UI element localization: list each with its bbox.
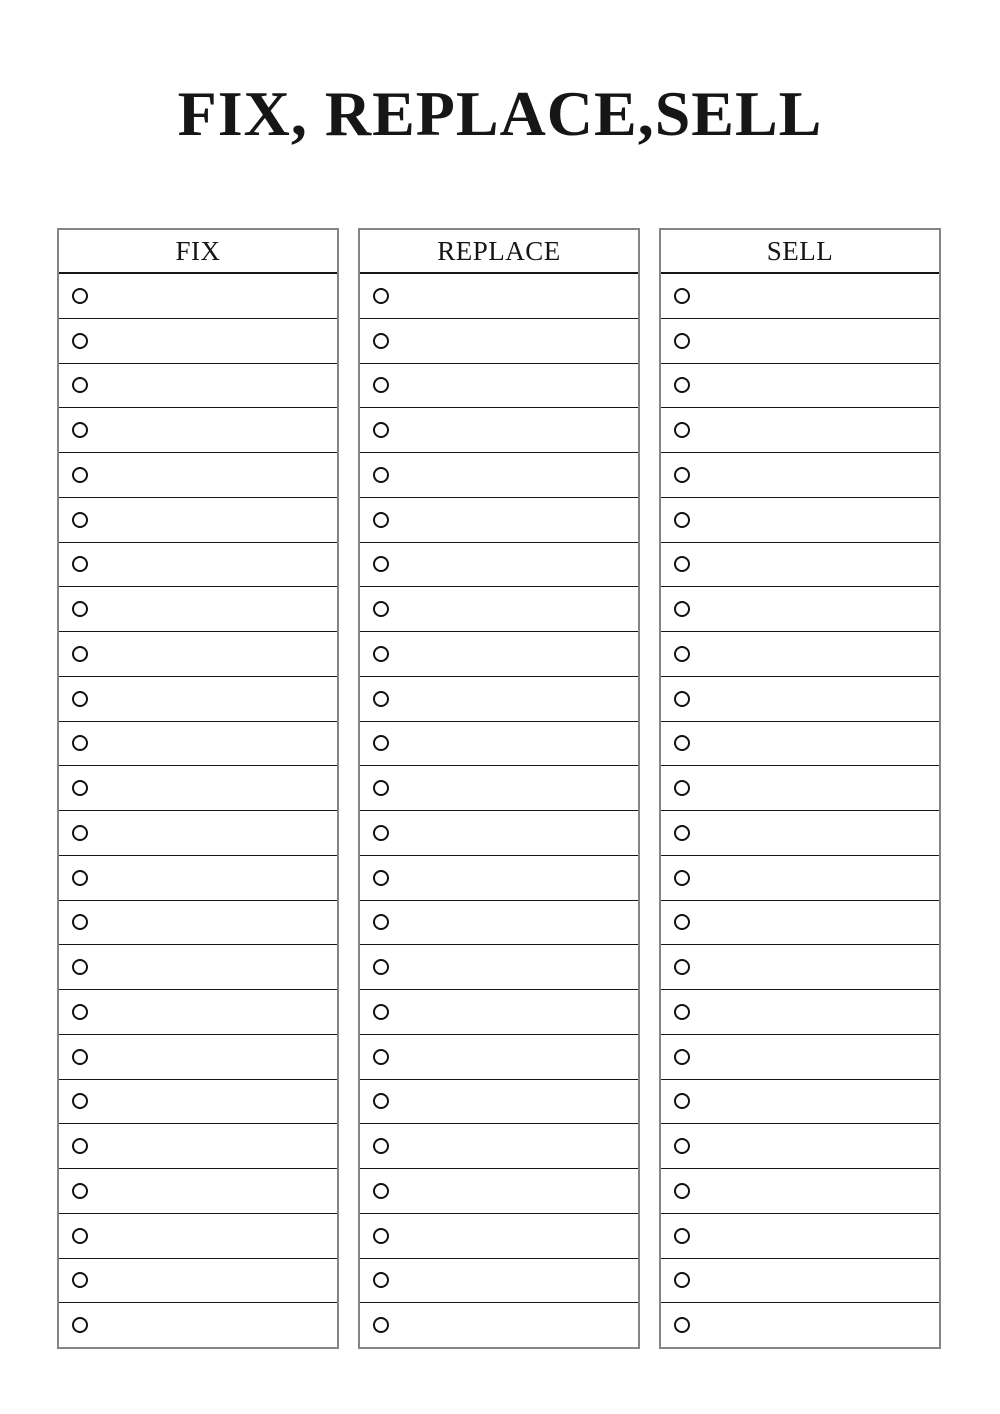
checklist-row[interactable] <box>59 945 337 990</box>
circle-outline-icon[interactable] <box>674 422 690 438</box>
circle-outline-icon[interactable] <box>72 1004 88 1020</box>
circle-outline-icon[interactable] <box>674 377 690 393</box>
checklist-row[interactable] <box>661 1214 939 1259</box>
column-replace <box>358 228 640 1349</box>
circle-outline-icon[interactable] <box>373 825 389 841</box>
circle-outline-icon[interactable] <box>72 1228 88 1244</box>
checklist-row[interactable] <box>360 722 638 767</box>
checklist-row[interactable] <box>59 274 337 319</box>
circle-outline-icon[interactable] <box>674 780 690 796</box>
checklist-row[interactable] <box>360 990 638 1035</box>
circle-outline-icon[interactable] <box>373 467 389 483</box>
circle-outline-icon[interactable] <box>674 601 690 617</box>
column-fix <box>57 228 339 1349</box>
circle-outline-icon[interactable] <box>72 691 88 707</box>
checklist-row[interactable] <box>59 408 337 453</box>
circle-outline-icon[interactable] <box>373 1183 389 1199</box>
checklist-row[interactable] <box>59 587 337 632</box>
checklist-row[interactable] <box>360 453 638 498</box>
checklist-row[interactable] <box>661 811 939 856</box>
checklist-row[interactable] <box>661 632 939 677</box>
circle-outline-icon[interactable] <box>373 870 389 886</box>
checklist-row[interactable] <box>661 364 939 409</box>
circle-outline-icon[interactable] <box>674 512 690 528</box>
circle-outline-icon[interactable] <box>373 959 389 975</box>
column-header-sell: SELL <box>661 230 939 274</box>
circle-outline-icon[interactable] <box>373 556 389 572</box>
checklist-row[interactable] <box>59 453 337 498</box>
column-header-replace: REPLACE <box>360 230 638 274</box>
checklist-row[interactable] <box>360 408 638 453</box>
checklist-row[interactable] <box>661 408 939 453</box>
checklist-row[interactable] <box>59 901 337 946</box>
checklist-row[interactable] <box>360 632 638 677</box>
circle-outline-icon[interactable] <box>674 1049 690 1065</box>
circle-outline-icon[interactable] <box>674 825 690 841</box>
checklist-row[interactable] <box>661 990 939 1035</box>
circle-outline-icon[interactable] <box>72 914 88 930</box>
checklist-row[interactable] <box>661 1080 939 1125</box>
circle-outline-icon[interactable] <box>674 333 690 349</box>
circle-outline-icon[interactable] <box>72 1138 88 1154</box>
column-rows-replace <box>360 274 638 1347</box>
checklist-row[interactable] <box>59 632 337 677</box>
checklist-row[interactable] <box>59 811 337 856</box>
circle-outline-icon[interactable] <box>373 512 389 528</box>
checklist-row[interactable] <box>661 901 939 946</box>
checklist-row[interactable] <box>661 766 939 811</box>
circle-outline-icon[interactable] <box>72 780 88 796</box>
checklist-row[interactable] <box>661 856 939 901</box>
circle-outline-icon[interactable] <box>72 1183 88 1199</box>
checklist-row[interactable] <box>661 1035 939 1080</box>
checklist-columns <box>57 228 941 1349</box>
circle-outline-icon[interactable] <box>72 333 88 349</box>
checklist-row[interactable] <box>59 1035 337 1080</box>
column-header-fix: FIX <box>59 230 337 274</box>
circle-outline-icon[interactable] <box>674 1317 690 1333</box>
circle-outline-icon[interactable] <box>72 422 88 438</box>
checklist-row[interactable] <box>59 856 337 901</box>
circle-outline-icon[interactable] <box>72 646 88 662</box>
circle-outline-icon[interactable] <box>72 1272 88 1288</box>
circle-outline-icon[interactable] <box>72 288 88 304</box>
circle-outline-icon[interactable] <box>373 1138 389 1154</box>
checklist-row[interactable] <box>360 274 638 319</box>
circle-outline-icon[interactable] <box>72 512 88 528</box>
circle-outline-icon[interactable] <box>72 556 88 572</box>
checklist-row[interactable] <box>661 1169 939 1214</box>
checklist-row[interactable] <box>360 901 638 946</box>
checklist-row[interactable] <box>360 498 638 543</box>
circle-outline-icon[interactable] <box>674 646 690 662</box>
circle-outline-icon[interactable] <box>373 288 389 304</box>
checklist-row[interactable] <box>59 766 337 811</box>
circle-outline-icon[interactable] <box>373 1049 389 1065</box>
checklist-row[interactable] <box>661 498 939 543</box>
circle-outline-icon[interactable] <box>72 1317 88 1333</box>
circle-outline-icon[interactable] <box>373 646 389 662</box>
circle-outline-icon[interactable] <box>72 1093 88 1109</box>
circle-outline-icon[interactable] <box>674 1183 690 1199</box>
circle-outline-icon[interactable] <box>72 1049 88 1065</box>
checklist-row[interactable] <box>59 1124 337 1169</box>
checklist-row[interactable] <box>360 677 638 722</box>
checklist-row[interactable] <box>661 1259 939 1304</box>
checklist-row[interactable] <box>360 766 638 811</box>
circle-outline-icon[interactable] <box>72 601 88 617</box>
checklist-row[interactable] <box>59 722 337 767</box>
circle-outline-icon[interactable] <box>373 333 389 349</box>
circle-outline-icon[interactable] <box>674 959 690 975</box>
checklist-row[interactable] <box>360 856 638 901</box>
checklist-row[interactable] <box>59 1259 337 1304</box>
checklist-row[interactable] <box>360 1080 638 1125</box>
circle-outline-icon[interactable] <box>373 377 389 393</box>
circle-outline-icon[interactable] <box>373 735 389 751</box>
column-rows-sell <box>661 274 939 1347</box>
circle-outline-icon[interactable] <box>72 377 88 393</box>
checklist-row[interactable] <box>661 1303 939 1347</box>
checklist-row[interactable] <box>360 1035 638 1080</box>
circle-outline-icon[interactable] <box>674 691 690 707</box>
checklist-row[interactable] <box>661 722 939 767</box>
column-sell <box>659 228 941 1349</box>
checklist-row[interactable] <box>360 364 638 409</box>
circle-outline-icon[interactable] <box>373 422 389 438</box>
checklist-row[interactable] <box>59 1169 337 1214</box>
checklist-row[interactable] <box>661 543 939 588</box>
checklist-row[interactable] <box>360 1214 638 1259</box>
circle-outline-icon[interactable] <box>72 870 88 886</box>
circle-outline-icon[interactable] <box>373 780 389 796</box>
checklist-row[interactable] <box>661 453 939 498</box>
circle-outline-icon[interactable] <box>373 1228 389 1244</box>
circle-outline-icon[interactable] <box>674 1093 690 1109</box>
column-rows-fix <box>59 274 337 1347</box>
circle-outline-icon[interactable] <box>674 1138 690 1154</box>
circle-outline-icon[interactable] <box>373 691 389 707</box>
circle-outline-icon[interactable] <box>674 556 690 572</box>
circle-outline-icon[interactable] <box>72 467 88 483</box>
circle-outline-icon[interactable] <box>373 1093 389 1109</box>
checklist-row[interactable] <box>360 1169 638 1214</box>
checklist-row[interactable] <box>59 498 337 543</box>
checklist-row[interactable] <box>661 677 939 722</box>
circle-outline-icon[interactable] <box>373 1317 389 1333</box>
checklist-row[interactable] <box>360 319 638 364</box>
checklist-row[interactable] <box>360 1303 638 1347</box>
checklist-row[interactable] <box>59 990 337 1035</box>
circle-outline-icon[interactable] <box>674 288 690 304</box>
checklist-row[interactable] <box>59 1080 337 1125</box>
circle-outline-icon[interactable] <box>674 1004 690 1020</box>
circle-outline-icon[interactable] <box>72 959 88 975</box>
circle-outline-icon[interactable] <box>674 467 690 483</box>
checklist-row[interactable] <box>360 1124 638 1169</box>
circle-outline-icon[interactable] <box>373 601 389 617</box>
checklist-row[interactable] <box>661 274 939 319</box>
checklist-row[interactable] <box>360 587 638 632</box>
circle-outline-icon[interactable] <box>373 1004 389 1020</box>
circle-outline-icon[interactable] <box>674 735 690 751</box>
checklist-row[interactable] <box>661 319 939 364</box>
checklist-row[interactable] <box>59 319 337 364</box>
circle-outline-icon[interactable] <box>72 825 88 841</box>
checklist-row[interactable] <box>360 945 638 990</box>
checklist-row[interactable] <box>59 677 337 722</box>
checklist-row[interactable] <box>360 811 638 856</box>
checklist-row[interactable] <box>59 364 337 409</box>
checklist-row[interactable] <box>59 543 337 588</box>
circle-outline-icon[interactable] <box>373 914 389 930</box>
checklist-row[interactable] <box>360 1259 638 1304</box>
circle-outline-icon[interactable] <box>674 1228 690 1244</box>
circle-outline-icon[interactable] <box>674 1272 690 1288</box>
circle-outline-icon[interactable] <box>674 870 690 886</box>
page-title: FIX, REPLACE,SELL <box>177 78 823 149</box>
circle-outline-icon[interactable] <box>373 1272 389 1288</box>
checklist-row[interactable] <box>360 543 638 588</box>
checklist-row[interactable] <box>59 1214 337 1259</box>
circle-outline-icon[interactable] <box>72 735 88 751</box>
checklist-row[interactable] <box>661 945 939 990</box>
checklist-row[interactable] <box>661 587 939 632</box>
circle-outline-icon[interactable] <box>674 914 690 930</box>
checklist-row[interactable] <box>59 1303 337 1347</box>
checklist-row[interactable] <box>661 1124 939 1169</box>
